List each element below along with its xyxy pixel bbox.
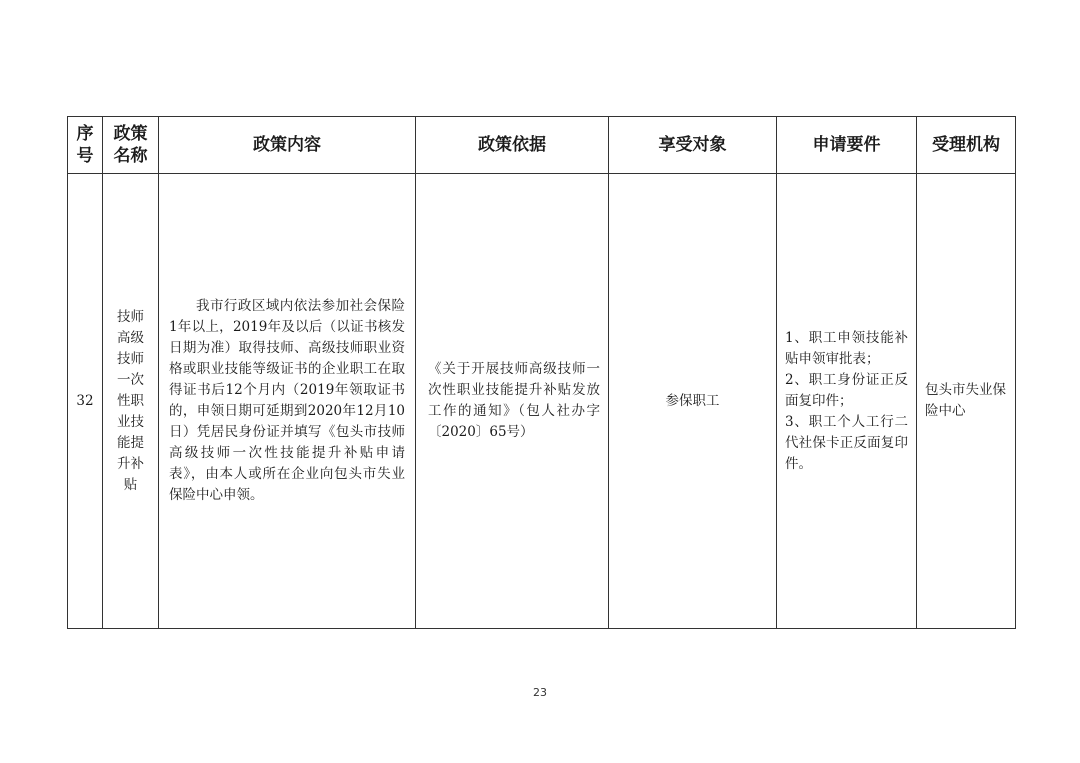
cell-policy-basis: 《关于开展技师高级技师一次性职业技能提升补贴发放工作的通知》（包人社办字〔2020〕65号） — [416, 174, 609, 629]
header-seq-line-2: 号 — [76, 146, 94, 166]
policy-table — [67, 116, 1016, 629]
table-row — [68, 174, 1016, 629]
cell-requirements — [777, 174, 917, 629]
header-agency: 受理机构 — [917, 117, 1016, 174]
header-seq-line-1: 序 — [76, 124, 94, 144]
header-name-line-2: 名称 — [113, 146, 148, 166]
cell-policy-name: 技师高级技师一次性职业技能提升补贴 — [103, 174, 159, 629]
cell-agency: 包头市失业保险中心 — [917, 174, 1016, 629]
table-header-row — [68, 117, 1016, 174]
cell-target: 参保职工 — [609, 174, 777, 629]
header-target: 享受对象 — [609, 117, 777, 174]
header-policy-basis: 政策依据 — [416, 117, 609, 174]
requirement-item: 1、职工申领技能补贴申领审批表； — [785, 329, 908, 367]
requirement-item: 2、职工身份证正反面复印件； — [785, 371, 908, 409]
cell-seq: 32 — [68, 174, 103, 629]
page-number: 23 — [533, 686, 547, 699]
header-seq — [68, 117, 103, 174]
requirement-item: 3、职工个人工行二代社保卡正反面复印件。 — [785, 413, 908, 472]
header-requirements: 申请要件 — [777, 117, 917, 174]
header-name-line-1: 政策 — [113, 124, 148, 144]
header-policy-name — [103, 117, 159, 174]
header-policy-content: 政策内容 — [159, 117, 416, 174]
policy-content-text: 我市行政区域内依法参加社会保险1年以上，2019年及以后（以证书核发日期为准）取得技师、高级技师职业资格或职业技能等级证书的企业职工在取得证书后12个月内（2019年领取证书的，申领日期可延期到2020年12月10日）凭居民身份证并填写《包头市技师高级技师一次性技能提升补贴申请表》，由本人或所在企业向包头市失业保险中心申领。 — [169, 298, 405, 503]
cell-policy-content — [159, 174, 416, 629]
